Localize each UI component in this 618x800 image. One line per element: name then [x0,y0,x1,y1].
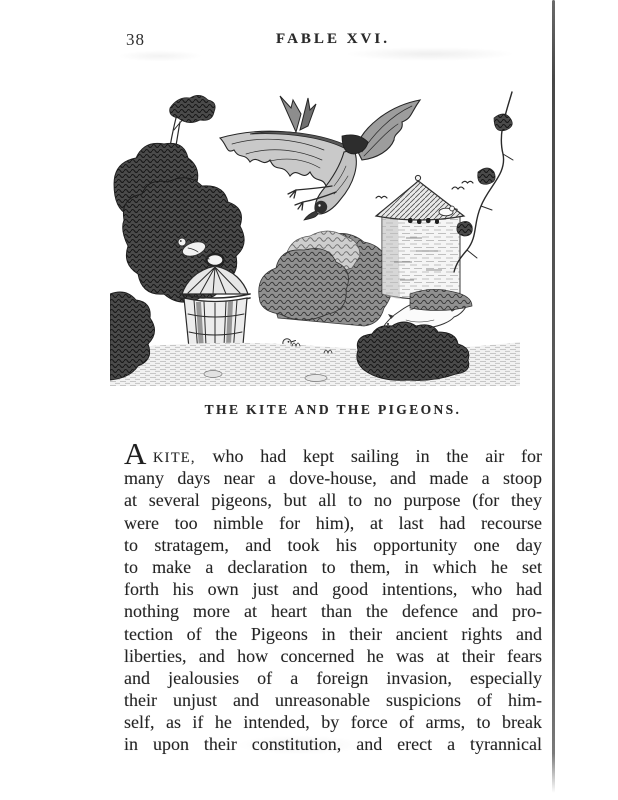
body-line: and jealousies of a foreign invasion, especially [124,667,542,688]
running-title: FABLE XVI. [276,31,390,47]
smallcaps-word: KITE, [153,450,196,466]
shrub-under-tower [410,289,472,310]
fable-illustration [110,88,520,386]
kite-bird [220,96,420,220]
fable-caption: THE KITE AND THE PIGEONS. [204,402,462,417]
bush-bottom-right [357,322,469,380]
fable-body [124,436,542,756]
body-line: were too nimble for him), at last had recourse [124,512,542,533]
page-header [124,30,542,50]
body-line: tection of the Pigeons in their ancient rights and [124,623,542,644]
body-line [124,436,542,471]
body-line: their unjust and unreasonable suspicions of him- [124,690,542,711]
body-line: to make a declaration to them, in which he set [124,556,542,577]
body-line: nothing more at heart than the defence and pro- [124,601,542,622]
page-number: 38 [126,30,145,49]
body-line: forth his own just and good intentions, who had [124,579,542,600]
body-line: to stratagem, and took his opportunity one day [124,534,542,555]
body-line: self, as if he intended, by force of arms, to break [124,712,542,733]
body-line: liberties, and how concerned he was at their fears [124,645,542,666]
dropcap-letter: A [124,436,147,471]
bushes-right-of-basket [259,249,349,321]
body-line: at several pigeons, but all to no purpose (for they [124,490,542,511]
page-binding-edge [552,0,555,793]
dovecote-tower [376,175,464,299]
line1-text: who had kept sailing in the air for [212,446,542,466]
body-line: many days near a dove-house, and made a stoop [124,468,542,489]
body-line: in upon their constitution, and erect a tyrannical [124,734,542,755]
